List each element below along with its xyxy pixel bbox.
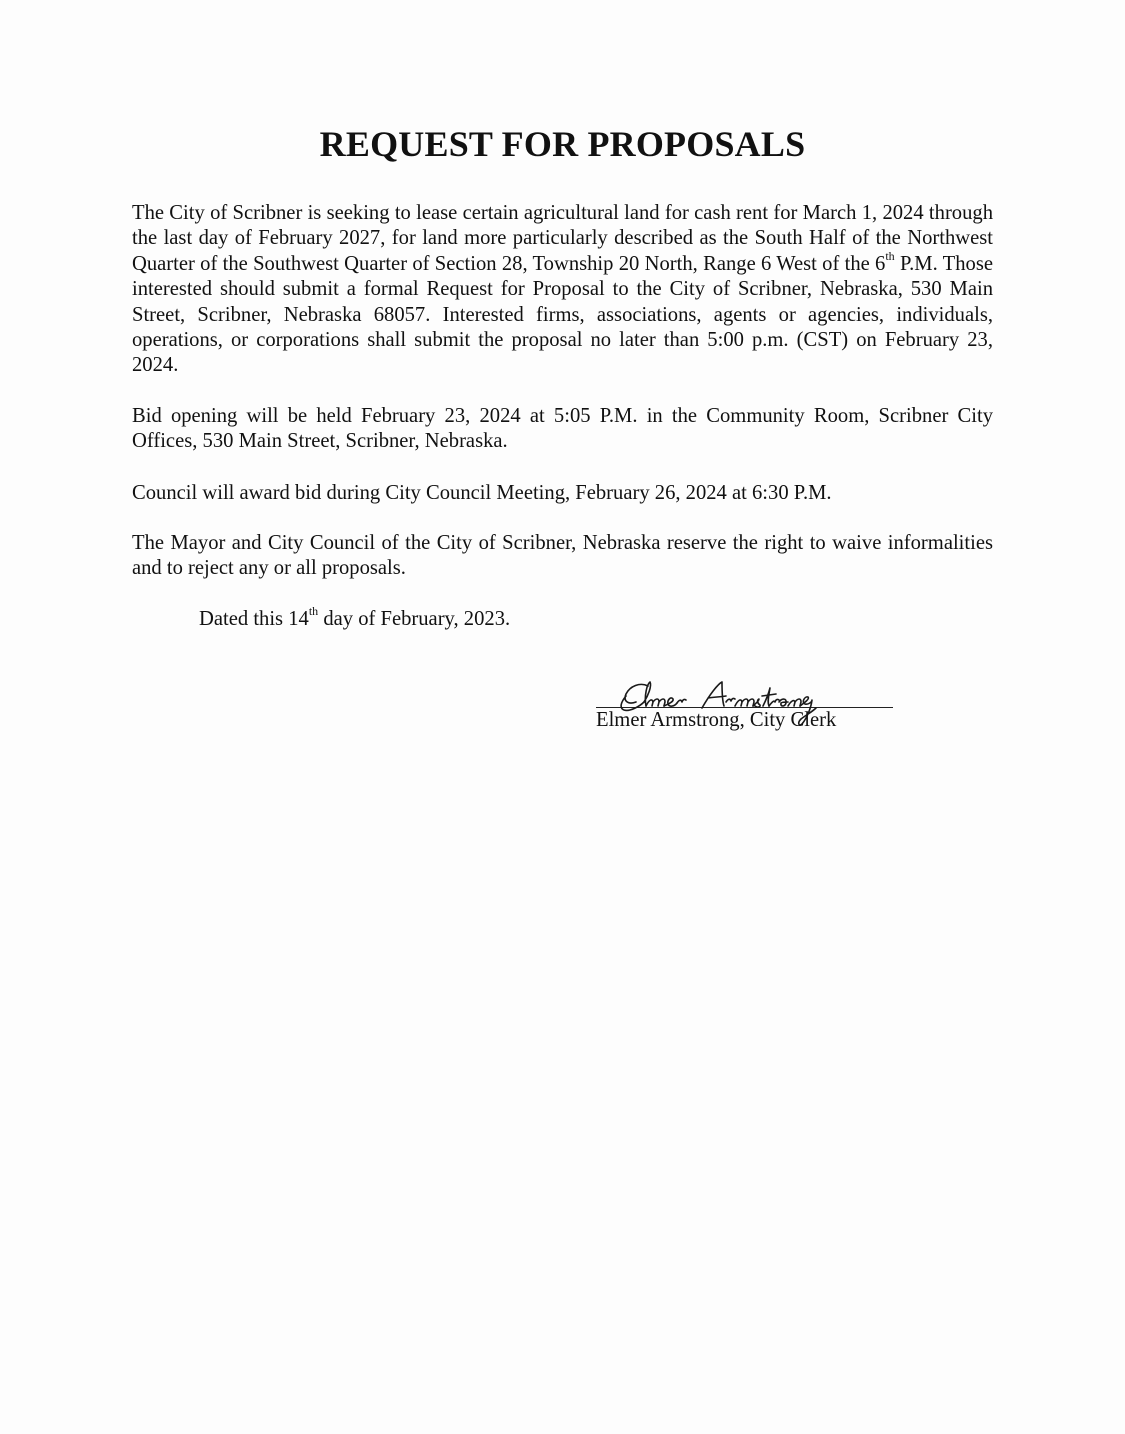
award-paragraph: Council will award bid during City Council Meeting, February 26, 2024 at 6:30 P.M.	[132, 482, 832, 504]
document-title: REQUEST FOR PROPOSALS	[319, 124, 806, 164]
dated-text: day of February, 2023.	[318, 608, 511, 630]
bid-opening-paragraph: Bid opening will be held February 23, 2024 at 5:05 P.M. in the Community Room, Scribner City Offices, 530 Main Street, Scribner, Nebraska.	[132, 405, 993, 453]
signature-block	[596, 670, 894, 740]
reservation-paragraph: The Mayor and City Council of the City of Scribner, Nebraska reserve the right to waive informalities and to reject any or all proposals.	[132, 532, 993, 580]
paragraph-text: The City of Scribner is seeking to lease certain agricultural land for cash rent for March 1, 2024 through the last day of February 2027, for land more particularly described as the South Half of the Northwest Quarter of the Southwest Quarter of Section 28, Township 20 North, Range 6 West of the 6	[132, 202, 993, 275]
ordinal-superscript: th	[308, 604, 319, 619]
paragraph-text: P.M. Those interested should submit a formal Request for Proposal to the City of Scribner, Nebraska, 530 Main Street, Scribner, Nebraska 68057. Interested firms, associations, agents or agencies, individuals, operations, or corporations shall submit the proposal no later than 5:00 p.m. (CST) on February 23, 2024.	[132, 252, 993, 377]
ordinal-superscript: th	[885, 248, 895, 263]
lease-description-paragraph	[132, 201, 993, 379]
dated-text: Dated this 14	[199, 608, 309, 630]
signer-name-title: Elmer Armstrong, City Clerk	[596, 709, 837, 731]
dated-line	[199, 604, 511, 632]
